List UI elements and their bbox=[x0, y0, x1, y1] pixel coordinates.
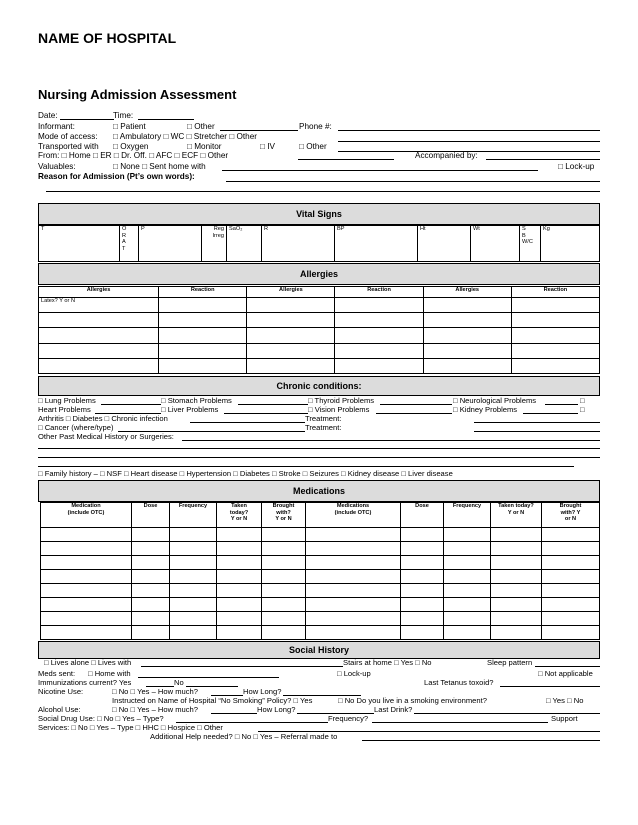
no-smoking-policy[interactable]: Instructed on Name of Hospital “No Smoking” Policy? □ Yes bbox=[112, 696, 313, 705]
allergy-cell[interactable] bbox=[39, 313, 159, 328]
support-label: Support bbox=[551, 714, 578, 723]
med-cell[interactable] bbox=[132, 556, 170, 570]
allergy-cell[interactable] bbox=[511, 358, 599, 373]
allergy-cell[interactable] bbox=[423, 343, 511, 358]
med-cell[interactable] bbox=[132, 570, 170, 584]
other-history-field-2[interactable] bbox=[38, 448, 600, 449]
med-cell[interactable] bbox=[41, 584, 132, 598]
allergy-cell[interactable] bbox=[159, 358, 247, 373]
phone-label: Phone #: bbox=[299, 122, 332, 131]
chronic-infection-field[interactable] bbox=[190, 422, 305, 423]
allergy-cell[interactable] bbox=[335, 328, 423, 343]
treatment-label: Treatment: bbox=[305, 414, 342, 423]
allergy-cell[interactable] bbox=[247, 343, 335, 358]
drug-use[interactable]: Social Drug Use: □ No □ Yes – Type? bbox=[38, 714, 164, 723]
med-cell[interactable] bbox=[306, 570, 401, 584]
allergy-cell[interactable] bbox=[39, 328, 159, 343]
med-cell[interactable] bbox=[401, 570, 444, 584]
med-cell[interactable] bbox=[132, 542, 170, 556]
medications-table bbox=[40, 502, 600, 640]
allergy-cell[interactable] bbox=[39, 343, 159, 358]
vision-field[interactable] bbox=[376, 413, 452, 414]
cancer[interactable]: □ Cancer (where/type) bbox=[38, 423, 114, 432]
med-cell[interactable] bbox=[41, 556, 132, 570]
med-cell[interactable] bbox=[401, 556, 444, 570]
liver-problems[interactable]: □ Liver Problems bbox=[161, 405, 219, 414]
med-cell[interactable] bbox=[132, 626, 170, 640]
med-cell[interactable] bbox=[170, 598, 217, 612]
allergy-cell[interactable] bbox=[511, 328, 599, 343]
med-cell[interactable] bbox=[170, 584, 217, 598]
brought-col: Brought with? Y or N bbox=[262, 503, 306, 528]
brought-col: Brought with? Y or N bbox=[542, 503, 600, 528]
med-cell[interactable] bbox=[41, 626, 132, 640]
vision-problems[interactable]: □ Vision Problems bbox=[308, 405, 370, 414]
allergy-cell[interactable] bbox=[159, 298, 247, 313]
last-drink-label: Last Drink? bbox=[374, 705, 413, 714]
meds-not-applicable[interactable]: □ Not applicable bbox=[538, 669, 593, 678]
med-cell[interactable] bbox=[41, 612, 132, 626]
vital-sao2[interactable]: SaO₂ bbox=[227, 226, 262, 262]
med-cell[interactable] bbox=[217, 612, 262, 626]
med-cell[interactable] bbox=[444, 570, 491, 584]
meds-lockup[interactable]: □ Lock-up bbox=[337, 669, 371, 678]
vital-signs-header bbox=[38, 203, 600, 225]
allergies-table bbox=[38, 286, 600, 374]
informant-label: Informant: bbox=[38, 122, 75, 131]
accompanied-label: Accompanied by: bbox=[415, 151, 478, 160]
allergy-cell[interactable] bbox=[511, 298, 599, 313]
vital-route[interactable]: O R A T bbox=[120, 226, 139, 262]
vital-signs-table bbox=[38, 225, 600, 262]
med-cell[interactable] bbox=[262, 584, 306, 598]
allergy-cell[interactable] bbox=[335, 313, 423, 328]
med-cell[interactable] bbox=[262, 570, 306, 584]
chronic-header bbox=[38, 376, 600, 396]
taken-col: Taken today? Y or N bbox=[491, 503, 542, 528]
referral-field[interactable] bbox=[362, 740, 600, 741]
form-title: Nursing Admission Assessment bbox=[38, 87, 237, 102]
med-cell[interactable] bbox=[217, 528, 262, 542]
vital-kg[interactable]: Kg bbox=[541, 226, 600, 262]
mode-label: Mode of access: bbox=[38, 132, 98, 141]
other-history-field-4[interactable] bbox=[38, 466, 574, 467]
sleep-pattern-field[interactable] bbox=[535, 666, 600, 667]
med-col: Medications (include OTC) bbox=[306, 503, 401, 528]
med-cell[interactable] bbox=[217, 626, 262, 640]
social-header bbox=[38, 641, 600, 659]
lung-field[interactable] bbox=[101, 404, 161, 405]
immunizations[interactable]: Immunizations current? Yes bbox=[38, 678, 132, 687]
vital-p[interactable]: P bbox=[139, 226, 202, 262]
checkbox[interactable]: □ bbox=[580, 396, 585, 405]
med-cell[interactable] bbox=[170, 570, 217, 584]
immun-no[interactable]: No bbox=[174, 678, 184, 687]
med-cell[interactable] bbox=[262, 542, 306, 556]
med-cell[interactable] bbox=[306, 598, 401, 612]
med-cell[interactable] bbox=[491, 570, 542, 584]
transported-label: Transported with bbox=[38, 142, 99, 151]
med-cell[interactable] bbox=[444, 584, 491, 598]
allergy-cell[interactable] bbox=[335, 298, 423, 313]
thyroid-field[interactable] bbox=[380, 404, 452, 405]
lives-with-field[interactable] bbox=[141, 666, 343, 667]
allergy-cell[interactable] bbox=[423, 298, 511, 313]
drug-frequency-label: Frequency? bbox=[328, 714, 369, 723]
vital-r[interactable]: R bbox=[262, 226, 335, 262]
med-cell[interactable] bbox=[491, 542, 542, 556]
valuables-lockup[interactable]: □ Lock-up bbox=[558, 162, 595, 171]
nicotine-label: Nicotine Use: bbox=[38, 687, 84, 696]
smoking-environment[interactable]: □ No Do you live in a smoking environment? bbox=[338, 696, 487, 705]
stomach-field[interactable] bbox=[238, 404, 308, 405]
chronic-title: Chronic conditions: bbox=[276, 381, 362, 391]
allergy-cell[interactable] bbox=[423, 313, 511, 328]
med-cell[interactable] bbox=[401, 584, 444, 598]
allergy-cell[interactable] bbox=[159, 313, 247, 328]
med-col: Medication (include OTC) bbox=[41, 503, 132, 528]
stairs-at-home[interactable]: Stairs at home □ Yes □ No bbox=[343, 658, 432, 667]
allergy-cell[interactable] bbox=[511, 343, 599, 358]
treatment-field[interactable] bbox=[474, 422, 600, 423]
dose-col: Dose bbox=[132, 503, 170, 528]
med-cell[interactable] bbox=[132, 528, 170, 542]
med-cell[interactable] bbox=[491, 556, 542, 570]
allergies-col: Allergies bbox=[247, 287, 335, 298]
med-cell[interactable] bbox=[444, 612, 491, 626]
meds-sent-label: Meds sent: bbox=[38, 669, 76, 678]
liver-field[interactable] bbox=[224, 413, 308, 414]
med-cell[interactable] bbox=[401, 626, 444, 640]
vital-signs-title: Vital Signs bbox=[296, 209, 342, 219]
time-label: Time: bbox=[113, 111, 134, 120]
transport-other[interactable]: □ Other bbox=[299, 142, 327, 151]
allergy-cell[interactable] bbox=[247, 298, 335, 313]
frequency-col: Frequency bbox=[170, 503, 217, 528]
med-cell[interactable] bbox=[306, 528, 401, 542]
med-cell[interactable] bbox=[444, 626, 491, 640]
med-cell[interactable] bbox=[217, 598, 262, 612]
med-cell[interactable] bbox=[41, 598, 132, 612]
med-cell[interactable] bbox=[542, 556, 600, 570]
med-cell[interactable] bbox=[542, 612, 600, 626]
med-cell[interactable] bbox=[542, 598, 600, 612]
allergies-header bbox=[38, 263, 600, 285]
drug-frequency-field[interactable] bbox=[372, 722, 548, 723]
reaction-col: Reaction bbox=[335, 287, 423, 298]
allergy-cell[interactable] bbox=[159, 343, 247, 358]
other-history-field[interactable] bbox=[182, 440, 600, 441]
accompanied-field[interactable] bbox=[486, 159, 600, 160]
dose-col: Dose bbox=[401, 503, 444, 528]
med-cell[interactable] bbox=[542, 570, 600, 584]
lung-problems[interactable]: □ Lung Problems bbox=[38, 396, 96, 405]
med-cell[interactable] bbox=[401, 528, 444, 542]
med-cell[interactable] bbox=[41, 528, 132, 542]
allergy-cell[interactable] bbox=[335, 343, 423, 358]
med-cell[interactable] bbox=[491, 528, 542, 542]
arthritis-diabetes-infection[interactable]: Arthritis □ Diabetes □ Chronic infection bbox=[38, 414, 168, 423]
med-cell[interactable] bbox=[262, 612, 306, 626]
med-cell[interactable] bbox=[491, 626, 542, 640]
reason-label: Reason for Admission (Pt’s own words): bbox=[38, 172, 195, 181]
alcohol-howlong-label: How Long? bbox=[257, 705, 296, 714]
allergies-title: Allergies bbox=[299, 269, 339, 279]
med-cell[interactable] bbox=[444, 528, 491, 542]
med-cell[interactable] bbox=[132, 598, 170, 612]
reason-field[interactable] bbox=[226, 181, 600, 182]
med-cell[interactable] bbox=[542, 542, 600, 556]
other-history-field-3[interactable] bbox=[38, 457, 600, 458]
allergies-col: Allergies bbox=[39, 287, 159, 298]
heart-problems[interactable]: Heart Problems bbox=[38, 405, 91, 414]
nicotine-options[interactable]: □ No □ Yes – How much? bbox=[112, 687, 198, 696]
med-cell[interactable] bbox=[217, 584, 262, 598]
med-cell[interactable] bbox=[262, 528, 306, 542]
med-cell[interactable] bbox=[41, 570, 132, 584]
vital-sbwc[interactable]: S B W/C bbox=[520, 226, 541, 262]
med-cell[interactable] bbox=[306, 612, 401, 626]
additional-help[interactable]: Additional Help needed? □ No □ Yes – Referral made to bbox=[150, 732, 338, 741]
kidney-problems[interactable]: □ Kidney Problems bbox=[453, 405, 518, 414]
reaction-col: Reaction bbox=[511, 287, 599, 298]
mode-options[interactable]: □ Ambulatory □ WC □ Stretcher □ Other bbox=[113, 132, 257, 141]
phone-field[interactable] bbox=[338, 130, 600, 131]
treatment-label: Treatment: bbox=[305, 423, 342, 432]
med-cell[interactable] bbox=[262, 598, 306, 612]
med-cell[interactable] bbox=[401, 598, 444, 612]
nicotine-howlong-label: How Long? bbox=[243, 687, 282, 696]
med-cell[interactable] bbox=[41, 542, 132, 556]
medications-title: Medications bbox=[292, 486, 345, 496]
thyroid-problems[interactable]: □ Thyroid Problems bbox=[308, 396, 375, 405]
hospital-name: NAME OF HOSPITAL bbox=[38, 30, 177, 46]
stomach-problems[interactable]: □ Stomach Problems bbox=[161, 396, 232, 405]
transport-monitor[interactable]: □ Monitor bbox=[187, 142, 222, 151]
informant-other[interactable]: □ Other bbox=[187, 122, 215, 131]
sleep-pattern-label: Sleep pattern bbox=[487, 658, 533, 667]
med-cell[interactable] bbox=[542, 528, 600, 542]
alcohol-label: Alcohol Use: bbox=[38, 705, 81, 714]
allergy-cell[interactable] bbox=[423, 358, 511, 373]
informant-patient[interactable]: □ Patient bbox=[113, 122, 146, 131]
med-cell[interactable] bbox=[170, 542, 217, 556]
tetanus-label: Last Tetanus toxoid? bbox=[424, 678, 494, 687]
med-cell[interactable] bbox=[444, 542, 491, 556]
social-title: Social History bbox=[288, 645, 350, 655]
frequency-col: Frequency bbox=[444, 503, 491, 528]
med-cell[interactable] bbox=[306, 556, 401, 570]
allergy-cell[interactable] bbox=[159, 328, 247, 343]
med-cell[interactable] bbox=[217, 556, 262, 570]
vital-bp[interactable]: BP bbox=[335, 226, 418, 262]
date-field[interactable] bbox=[60, 119, 114, 120]
allergy-cell[interactable] bbox=[247, 358, 335, 373]
allergy-cell[interactable] bbox=[247, 313, 335, 328]
meds-home-field[interactable] bbox=[138, 677, 279, 678]
med-cell[interactable] bbox=[542, 626, 600, 640]
taken-col: Taken today? Y or N bbox=[217, 503, 262, 528]
med-cell[interactable] bbox=[401, 612, 444, 626]
med-cell[interactable] bbox=[262, 556, 306, 570]
med-cell[interactable] bbox=[170, 626, 217, 640]
alcohol-amount-field[interactable] bbox=[211, 713, 257, 714]
med-cell[interactable] bbox=[306, 626, 401, 640]
time-field[interactable] bbox=[138, 119, 194, 120]
tetanus-field[interactable] bbox=[500, 686, 600, 687]
allergy-cell[interactable] bbox=[423, 328, 511, 343]
med-cell[interactable] bbox=[306, 584, 401, 598]
neuro-problems[interactable]: □ Neurological Problems bbox=[453, 396, 537, 405]
med-cell[interactable] bbox=[491, 584, 542, 598]
valuables-label: Valuables: bbox=[38, 162, 76, 171]
transport-iv[interactable]: □ IV bbox=[260, 142, 275, 151]
med-cell[interactable] bbox=[491, 612, 542, 626]
informant-other-field[interactable] bbox=[220, 130, 298, 131]
med-cell[interactable] bbox=[132, 612, 170, 626]
other-history-label: Other Past Medical History or Surgeries: bbox=[38, 432, 174, 441]
latex-cell[interactable]: Latex? Y or N bbox=[39, 298, 159, 313]
med-cell[interactable] bbox=[444, 556, 491, 570]
transport-oxygen[interactable]: □ Oxygen bbox=[113, 142, 149, 151]
med-cell[interactable] bbox=[542, 584, 600, 598]
from-options[interactable]: From: □ Home □ ER □ Dr. Off. □ AFC □ ECF □ Other bbox=[38, 151, 229, 160]
services-options[interactable]: Services: □ No □ Yes – Type □ HHC □ Hospice □ Other bbox=[38, 723, 223, 732]
med-cell[interactable] bbox=[170, 528, 217, 542]
med-cell[interactable] bbox=[444, 598, 491, 612]
from-other-field[interactable] bbox=[298, 159, 394, 160]
vital-t[interactable]: T bbox=[39, 226, 120, 262]
allergy-cell[interactable] bbox=[247, 328, 335, 343]
vital-reg[interactable]: Reg Irreg bbox=[202, 226, 227, 262]
vital-wt[interactable]: Wt bbox=[471, 226, 520, 262]
family-history[interactable]: □ Family history – □ NSF □ Heart disease □ Hypertension □ Diabetes □ Stroke □ Seizures □ Kidney disease □ Liver disease bbox=[38, 469, 453, 478]
alcohol-options[interactable]: □ No □ Yes – How much? bbox=[112, 705, 198, 714]
lives-options[interactable]: □ Lives alone □ Lives with bbox=[44, 658, 132, 667]
medications-header bbox=[38, 480, 600, 502]
med-cell[interactable] bbox=[401, 542, 444, 556]
date-label: Date: bbox=[38, 111, 58, 120]
reason-field-2[interactable] bbox=[46, 191, 600, 192]
med-cell[interactable] bbox=[170, 612, 217, 626]
allergy-cell[interactable] bbox=[335, 358, 423, 373]
med-cell[interactable] bbox=[170, 556, 217, 570]
sent-home-field[interactable] bbox=[222, 170, 538, 171]
allergy-cell[interactable] bbox=[39, 358, 159, 373]
med-cell[interactable] bbox=[491, 598, 542, 612]
med-cell[interactable] bbox=[132, 584, 170, 598]
valuables-options[interactable]: □ None □ Sent home with bbox=[113, 162, 206, 171]
vital-ht[interactable]: Ht bbox=[418, 226, 471, 262]
meds-home-with[interactable]: □ Home with bbox=[88, 669, 131, 678]
neuro-field[interactable] bbox=[545, 404, 578, 405]
mode-other-field[interactable] bbox=[338, 141, 600, 142]
smoking-env-yes-no[interactable]: □ Yes □ No bbox=[546, 696, 584, 705]
med-cell[interactable] bbox=[306, 542, 401, 556]
allergy-cell[interactable] bbox=[511, 313, 599, 328]
med-cell[interactable] bbox=[262, 626, 306, 640]
allergies-col: Allergies bbox=[423, 287, 511, 298]
med-cell[interactable] bbox=[217, 570, 262, 584]
kidney-field[interactable] bbox=[523, 413, 578, 414]
treatment-field[interactable] bbox=[474, 431, 600, 432]
checkbox[interactable]: □ bbox=[580, 405, 585, 414]
reaction-col: Reaction bbox=[159, 287, 247, 298]
med-cell[interactable] bbox=[217, 542, 262, 556]
